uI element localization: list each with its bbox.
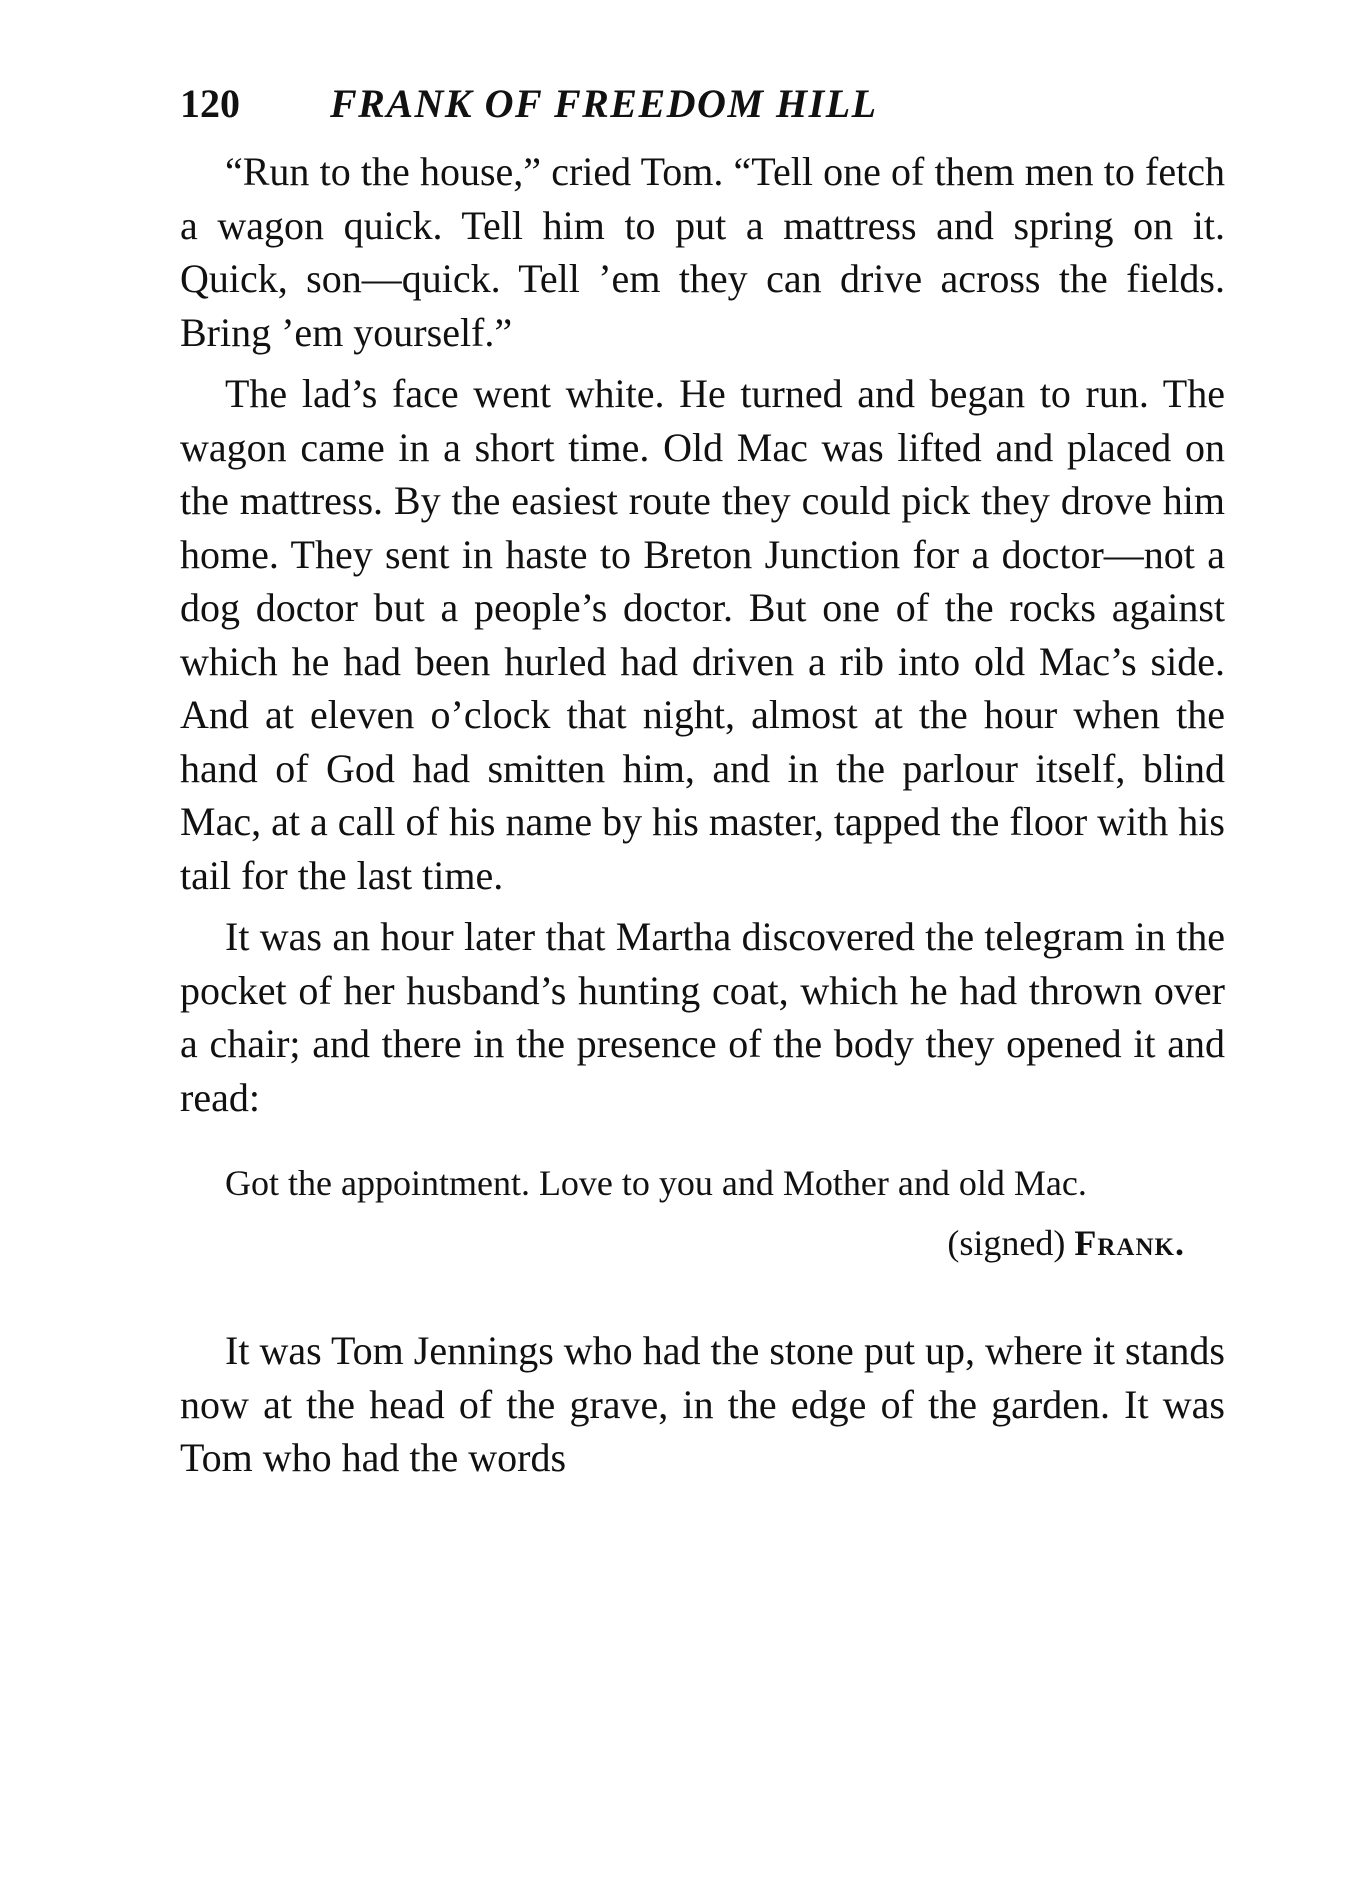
book-page [180, 80, 1225, 1493]
paragraph-3: It was an hour later that Martha discovered the telegram in the pocket of her husband’s hunting coat, which he had thrown over a chair; and there in the presence of the body they opened it and read: [180, 914, 1225, 1120]
paragraph-4: It was Tom Jennings who had the stone put up, where it stands now at the head of the grave, in the edge of the garden. It was Tom who had the words [180, 1328, 1225, 1480]
page-number: 120 [180, 81, 240, 126]
paragraph-1: “Run to the house,” cried Tom. “Tell one of them men to fetch a wagon quick. Tell him to put a mattress and spring on it. Quick, son—quick. Tell ’em they can drive across the fields. Bring ’em yourself.” [180, 149, 1225, 355]
running-head [180, 80, 1225, 127]
telegram-text: Got the appointment. Love to you and Mother and old Mac. [225, 1163, 1087, 1203]
telegram-signature [180, 1222, 1225, 1264]
signed-prefix: (signed) [947, 1223, 1066, 1263]
paragraph-2: The lad’s face went white. He turned and began to run. The wagon came in a short time. Old Mac was lifted and placed on the mattress. By the easiest route they could pick they drove him home. They sent in haste to Breton Junction for a doctor—not a dog doctor but a people’s doctor. But one of the rocks against which he had been hurled had driven a rib into old Mac’s side. And at eleven o’clock that night, almost at the hour when the hand of God had smitten him, and in the parlour itself, blind Mac, at a call of his name by his master, tapped the floor with his tail for the last time. [180, 371, 1225, 898]
book-title: FRANK OF FREEDOM HILL [330, 81, 878, 126]
telegram-block [180, 1162, 1225, 1264]
signer-name: Frank. [1074, 1223, 1185, 1263]
